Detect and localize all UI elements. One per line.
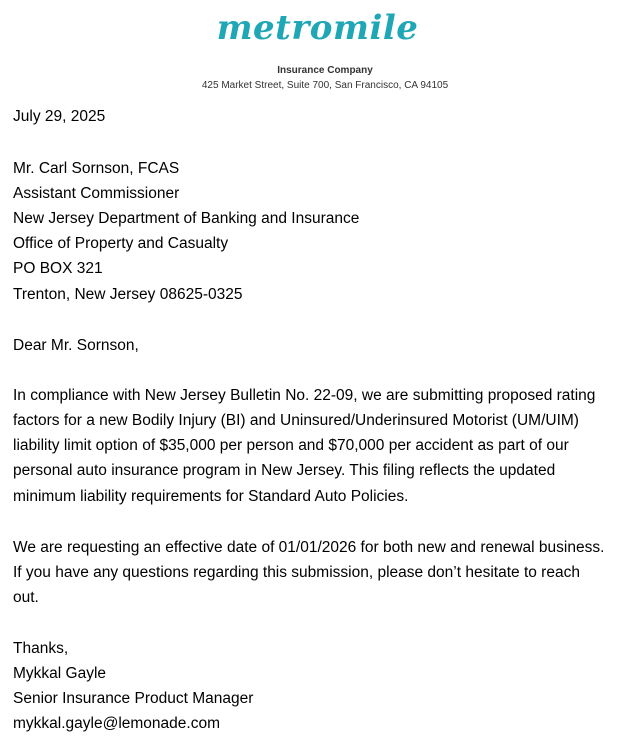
recipient-line: Trenton, New Jersey 08625-0325 bbox=[13, 286, 243, 303]
paragraph-line: We are requesting an effective date of 01/01/2026 for both new and renewal business. bbox=[13, 539, 605, 556]
signer-name: Mykkal Gayle bbox=[13, 665, 107, 682]
recipient-line: PO BOX 321 bbox=[13, 260, 103, 277]
paragraph-line: If you have any questions regarding this submission, please don’t hesitate to reach bbox=[13, 564, 580, 581]
paragraph-line: liability limit option of $35,000 per person and $70,000 per accident as part of our bbox=[13, 437, 569, 454]
company-address: 425 Market Street, Suite 700, San Francisco, CA 94105 bbox=[201, 80, 449, 91]
recipient-line: New Jersey Department of Banking and Insurance bbox=[13, 210, 360, 227]
signer-email[interactable]: mykkal.gayle@lemonade.com bbox=[13, 715, 220, 732]
metromile-logo: metromile bbox=[216, 8, 419, 48]
letter-date: July 29, 2025 bbox=[13, 108, 106, 125]
closing: Thanks, bbox=[13, 640, 69, 657]
paragraph-line: minimum liability requirements for Standard Auto Policies. bbox=[13, 488, 409, 505]
paragraph-line: out. bbox=[13, 589, 39, 606]
paragraph-line: In compliance with New Jersey Bulletin No. 22-09, we are submitting proposed rating bbox=[13, 387, 596, 404]
recipient-line: Mr. Carl Sornson, FCAS bbox=[13, 160, 180, 177]
paragraph-line: factors for a new Bodily Injury (BI) and Uninsured/Underinsured Motorist (UM/UIM) bbox=[13, 412, 579, 429]
paragraph-line: personal auto insurance program in New Jersey. This filing reflects the updated bbox=[13, 462, 556, 479]
company-name: Insurance Company bbox=[277, 65, 373, 76]
signer-title: Senior Insurance Product Manager bbox=[13, 690, 254, 707]
recipient-line: Assistant Commissioner bbox=[13, 185, 180, 202]
recipient-line: Office of Property and Casualty bbox=[13, 235, 229, 252]
salutation: Dear Mr. Sornson, bbox=[13, 337, 139, 354]
